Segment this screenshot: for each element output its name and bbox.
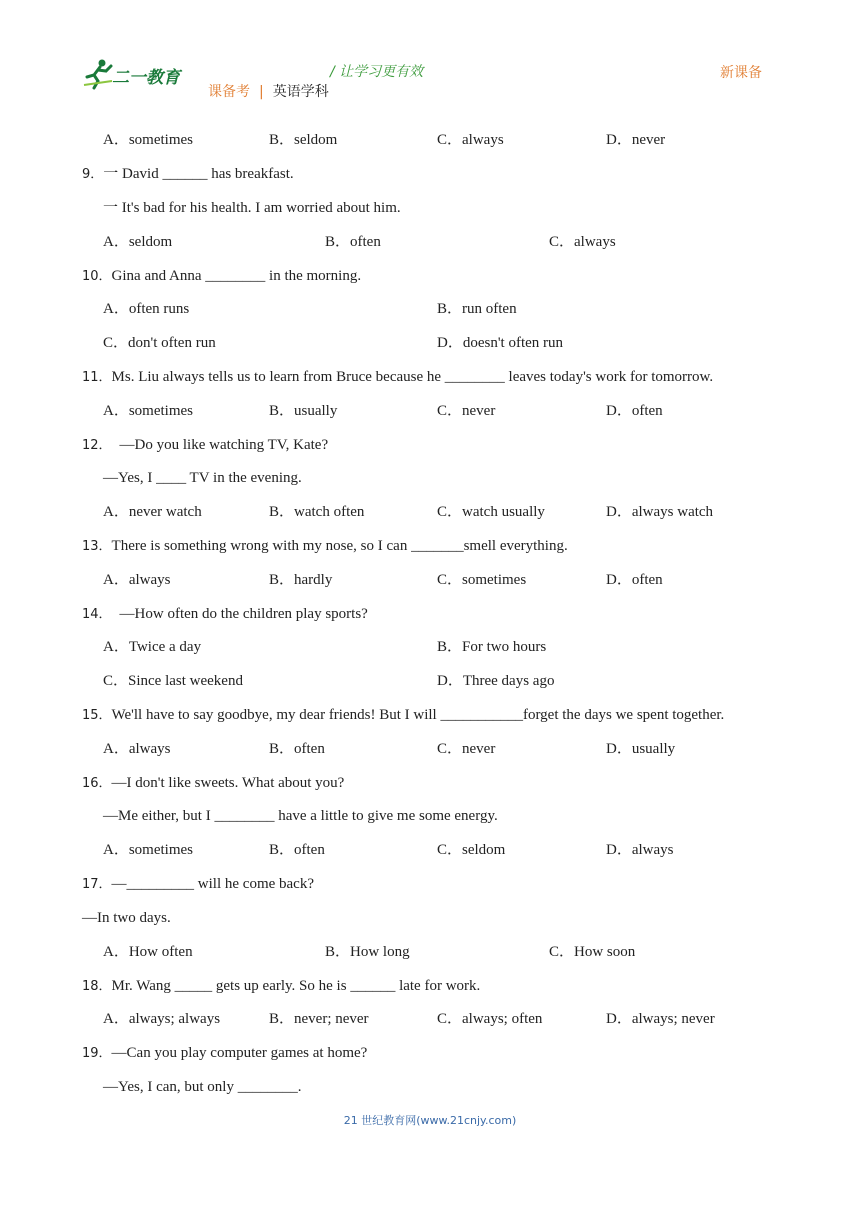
q16-option-c: C．seldom — [437, 842, 506, 858]
q13-option-b: B．hardly — [269, 572, 333, 588]
question-number: 10． — [82, 269, 112, 284]
question-number: 11． — [82, 370, 112, 385]
q15-option-a: A．always — [103, 741, 171, 757]
q12-stem — [82, 436, 328, 455]
q8-option-a: A．sometimes — [103, 132, 193, 148]
question-number: 9． — [82, 167, 104, 182]
question-number: 16． — [82, 776, 112, 791]
q14-option-d: D．Three days ago — [437, 673, 555, 689]
q13-option-d: D．often — [606, 572, 663, 588]
question-number: 19． — [82, 1046, 112, 1061]
q8-option-c: C．always — [437, 132, 504, 148]
q8-option-d: D．never — [606, 132, 666, 148]
logo-text: 二一教育 — [112, 68, 180, 88]
q17-option-a: A．How often — [103, 944, 193, 960]
q11-option-d: D．often — [606, 403, 663, 419]
question-text: Ms. Liu always tells us to learn from Bruce because he ________ leaves today's work for tomorrow. — [111, 369, 714, 385]
q9-stem — [82, 165, 294, 184]
q18-option-c: C．always; often — [437, 1011, 543, 1027]
q15-option-c: C．never — [437, 741, 496, 757]
runner-icon — [82, 57, 116, 91]
q9-option-c: C．always — [549, 234, 616, 250]
q9-option-a: A．seldom — [103, 234, 173, 250]
page-footer: 21 世纪教育网(www.21cnjy.com) — [343, 1114, 517, 1127]
q12-option-d: D．always watch — [606, 504, 714, 520]
header-subline — [208, 81, 329, 101]
q10-option-a: A．often runs — [103, 301, 190, 317]
question-number: 17． — [82, 877, 112, 892]
q17-line2: —In two days. — [82, 910, 171, 926]
q16-line2: —Me either, but I ________ have a little to give me some energy. — [103, 808, 498, 824]
q10-option-d: D．doesn't often run — [437, 335, 564, 351]
q14-option-c: C．Since last weekend — [103, 673, 243, 689]
question-text: —Do you like watching TV, Kate? — [119, 437, 329, 453]
header-slogan: / 让学习更有效 — [330, 64, 424, 80]
q14-option-a: A．Twice a day — [103, 639, 202, 655]
q12-option-b: B．watch often — [269, 504, 365, 520]
question-text: —I don't like sweets. What about you? — [111, 775, 345, 791]
q11-option-c: C．never — [437, 403, 496, 419]
q15-option-b: B．often — [269, 741, 325, 757]
q16-stem — [82, 774, 344, 793]
q19-stem — [82, 1044, 367, 1063]
question-text: —How often do the children play sports? — [119, 606, 368, 622]
q9-line2: 一 It's bad for his health. I am worried about him. — [103, 200, 401, 216]
q12-line2: —Yes, I ____ TV in the evening. — [103, 470, 302, 486]
question-number: 14． — [82, 607, 112, 622]
q18-option-a: A．always; always — [103, 1011, 221, 1027]
subline-left: 课备考 — [208, 84, 250, 100]
header-brand: 新课备 — [720, 65, 762, 81]
q10-option-c: C．don't often run — [103, 335, 216, 351]
subject-label: 英语学科 — [272, 84, 329, 100]
q19-line2: —Yes, I can, but only ________. — [103, 1079, 302, 1095]
q8-option-b: B．seldom — [269, 132, 338, 148]
question-text: We'll have to say goodbye, my dear friends! But I will ___________forget the days we spent together. — [111, 707, 725, 723]
q14-stem — [82, 605, 368, 624]
q18-stem — [82, 977, 480, 996]
question-text: There is something wrong with my nose, so I can _______smell everything. — [111, 538, 568, 554]
q9-option-b: B．often — [325, 234, 381, 250]
question-number: 18． — [82, 979, 112, 994]
q17-option-b: B．How long — [325, 944, 410, 960]
q17-option-c: C．How soon — [549, 944, 636, 960]
q10-stem — [82, 267, 361, 286]
q16-option-a: A．sometimes — [103, 842, 193, 858]
q18-option-d: D．always; never — [606, 1011, 715, 1027]
subline-separator: | — [259, 84, 264, 100]
question-text: 一 David ______ has breakfast. — [103, 166, 294, 182]
question-text: —Can you play computer games at home? — [111, 1045, 368, 1061]
q12-option-c: C．watch usually — [437, 504, 545, 520]
q13-option-a: A．always — [103, 572, 171, 588]
q11-option-b: B．usually — [269, 403, 338, 419]
q16-option-b: B．often — [269, 842, 325, 858]
q11-option-a: A．sometimes — [103, 403, 193, 419]
q10-option-b: B．run often — [437, 301, 517, 317]
question-number: 12． — [82, 438, 112, 453]
q15-option-d: D．usually — [606, 741, 676, 757]
q16-option-d: D．always — [606, 842, 674, 858]
question-text: —_________ will he come back? — [111, 876, 314, 892]
page-header — [0, 0, 860, 110]
q11-stem — [82, 368, 713, 387]
q18-option-b: B．never; never — [269, 1011, 369, 1027]
question-text: Gina and Anna ________ in the morning. — [111, 268, 362, 284]
question-text: Mr. Wang _____ gets up early. So he is ______ late for work. — [111, 978, 481, 994]
q14-option-b: B．For two hours — [437, 639, 547, 655]
q13-option-c: C．sometimes — [437, 572, 527, 588]
q12-option-a: A．never watch — [103, 504, 202, 520]
question-number: 13． — [82, 539, 112, 554]
logo — [82, 57, 190, 91]
q13-stem — [82, 537, 568, 556]
q15-stem — [82, 706, 724, 725]
q17-stem — [82, 875, 314, 894]
question-number: 15． — [82, 708, 112, 723]
